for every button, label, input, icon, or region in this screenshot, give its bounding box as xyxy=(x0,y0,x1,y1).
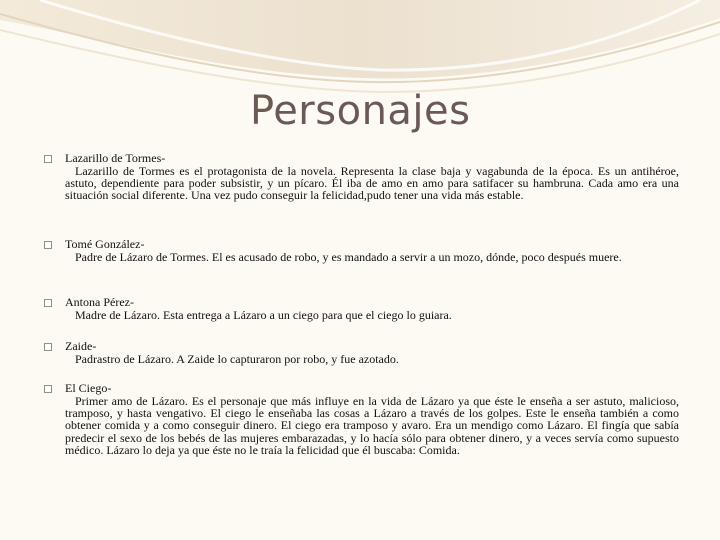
item-title: Zaide- xyxy=(65,339,97,353)
item-title: Antona Pérez- xyxy=(65,295,134,309)
list-item-lazarillo xyxy=(44,152,679,202)
list-item-ciego xyxy=(44,382,679,456)
list-item-tome xyxy=(44,238,622,263)
item-title: Tomé González- xyxy=(65,237,145,251)
item-description: Madre de Lázaro. Esta entrega a Lázaro a un ciego para que el ciego lo guiara. xyxy=(75,308,452,322)
list-item-zaide xyxy=(44,340,399,365)
item-description: Padre de Lázaro de Tormes. El es acusado de robo, y es mandado a servir a un mozo, dónde, poco después muere. xyxy=(75,250,622,264)
item-title: Lazarillo de Tormes- xyxy=(65,151,166,165)
item-description: Primer amo de Lázaro. Es el personaje que más influye en la vida de Lázaro ya que éste le enseña a ser astuto, malicioso, tramposo, y hasta vengativo. El ciego le enseñaba las cosas a Lázaro a través de los golpes. Este le enseña también a como obtener comida y a como conseguir dinero. El ciego era tramposo y avaro. Era un mendigo como Lázaro. El fingía que sabía predecir el sexo de los bebés de las mujeres embarazadas, y lo hacía sólo para obtener dinero, y a veces servía como supuesto médico. Lázaro lo deja ya que éste no le traía la felicidad que él buscaba: Comida. xyxy=(65,394,679,457)
bullet-icon xyxy=(44,299,52,307)
item-description: Padrastro de Lázaro. A Zaide lo capturaron por robo, y fue azotado. xyxy=(75,352,399,366)
bullet-icon xyxy=(44,241,52,249)
item-description: Lazarillo de Tormes es el protagonista de la novela. Representa la clase baja y vagabunda de la época. Es un antihéroe, astuto, dependiente para poder subsistir, y un pícaro. Él iba de amo en amo para satifacer su hambruna. Cada amo era una situación social diferente. Una vez pudo conseguir la felicidad,pudo tener una vida más estable. xyxy=(65,164,679,203)
item-title: El Ciego- xyxy=(65,381,112,395)
bullet-icon xyxy=(44,343,52,351)
bullet-icon xyxy=(44,385,52,393)
list-item-antona xyxy=(44,296,452,321)
slide-title: Personajes xyxy=(250,88,471,134)
bullet-icon xyxy=(44,155,52,163)
